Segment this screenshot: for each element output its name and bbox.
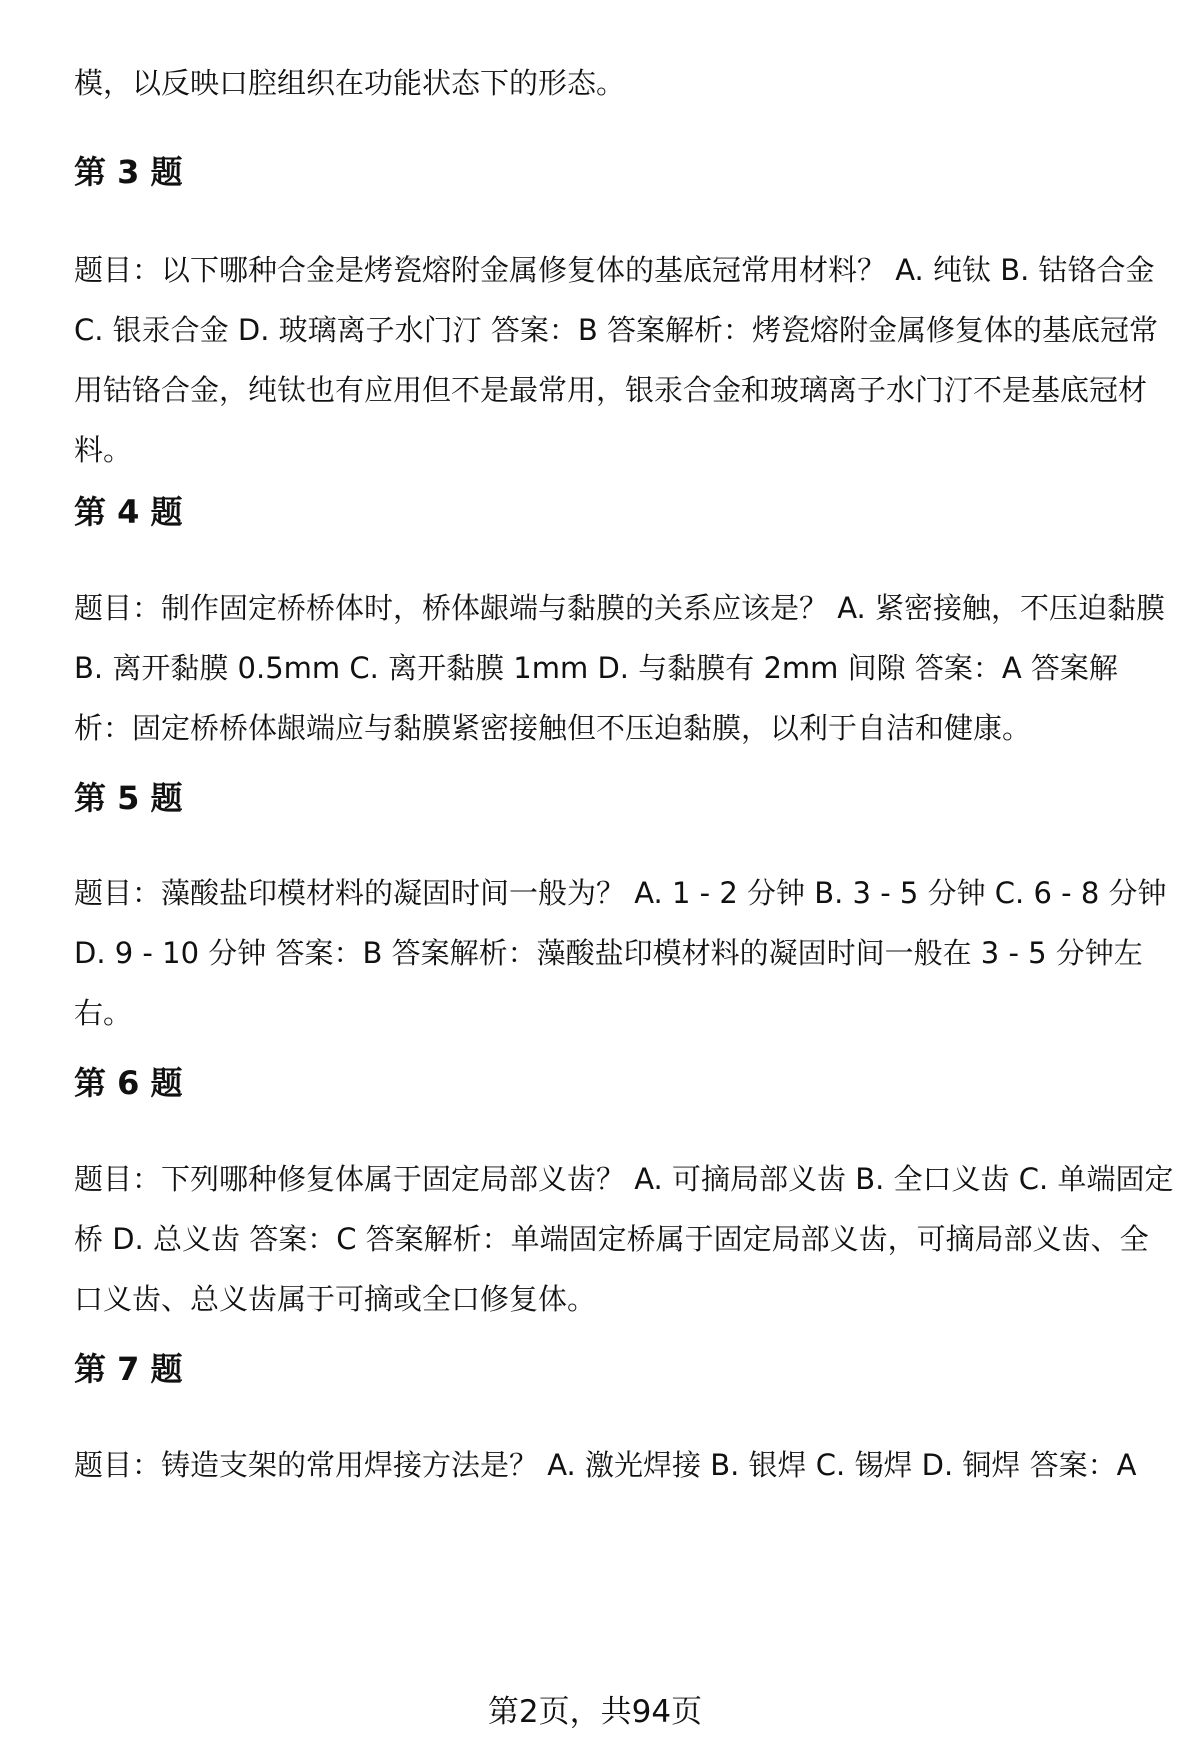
question-4-body: 题目：制作固定桥桥体时，桥体龈端与黏膜的关系应该是？ A. 紧密接触，不压迫黏膜 B. 离开黏膜 0.5mm C. 离开黏膜 1mm D. 与黏膜有 2mm 间隙 答案：A 答案解析：固定桥桥体龈端应与黏膜紧密接触但不压迫黏膜，以利于自洁和健康。	[74, 591, 1165, 745]
question-3-body: 题目：以下哪种合金是烤瓷熔附金属修复体的基底冠常用材料？ A. 纯钛 B. 钴铬合金 C. 银汞合金 D. 玻璃离子水门汀 答案：B 答案解析：烤瓷熔附金属修复体的基底冠常用钴铬合金，纯钛也有应用但不是最常用，银汞合金和玻璃离子水门汀不是基底冠材料。	[74, 253, 1159, 467]
question-7-heading: 第 7 题	[74, 1350, 183, 1388]
question-5-body: 题目：藻酸盐印模材料的凝固时间一般为？ A. 1 - 2 分钟 B. 3 - 5 分钟 C. 6 - 8 分钟 D. 9 - 10 分钟 答案：B 答案解析：藻酸盐印模材料的凝固时间一般在 3 - 5 分钟左右。	[74, 876, 1167, 1030]
question-5-heading: 第 5 题	[74, 779, 183, 817]
intro-paragraph: 模，以反映口腔组织在功能状态下的形态。	[74, 66, 626, 100]
page-number-footer: 第2页，共94页	[487, 1694, 703, 1730]
question-3-heading: 第 3 题	[74, 153, 183, 191]
question-6-body: 题目：下列哪种修复体属于固定局部义齿？ A. 可摘局部义齿 B. 全口义齿 C. 单端固定桥 D. 总义齿 答案：C 答案解析：单端固定桥属于固定局部义齿，可摘局部义齿、全口义齿、总义齿属于可摘或全口修复体。	[74, 1162, 1174, 1316]
question-4-heading: 第 4 题	[74, 493, 183, 531]
question-6-heading: 第 6 题	[74, 1064, 183, 1102]
question-7-body: 题目：铸造支架的常用焊接方法是？ A. 激光焊接 B. 银焊 C. 锡焊 D. 铜焊 答案：A	[74, 1448, 1137, 1482]
